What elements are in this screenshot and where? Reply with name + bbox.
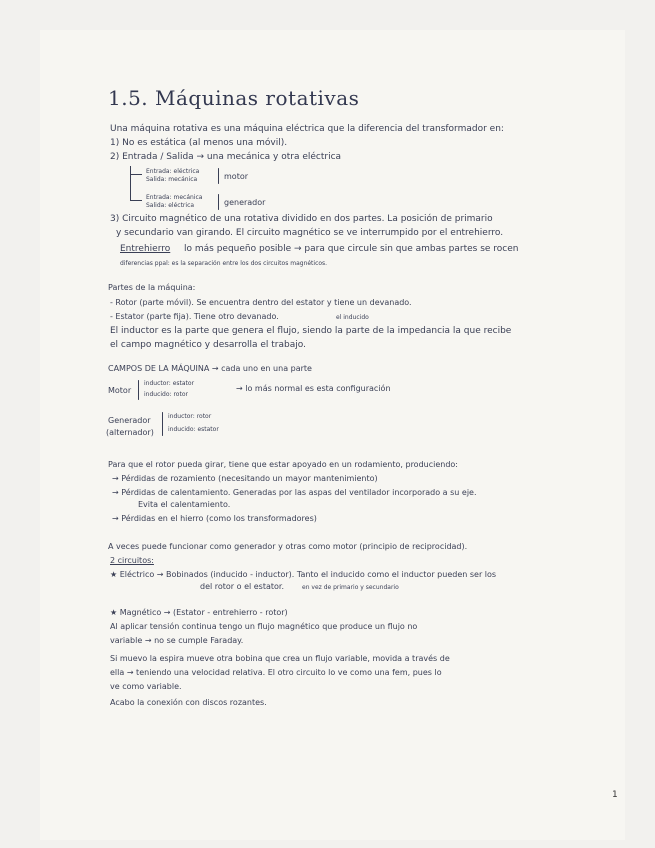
notebook-page bbox=[40, 30, 625, 840]
generador-config-label: Generador bbox=[108, 416, 151, 425]
page-number: 1 bbox=[612, 790, 618, 800]
gen-inductor: inductor: rotor bbox=[168, 413, 212, 420]
inducido-note: el inducido bbox=[336, 314, 369, 321]
gen-salida: Salida: eléctrica bbox=[146, 202, 195, 209]
perdida-rozamiento: → Pérdidas de rozamiento (necesitando un mayor mantenimiento) bbox=[112, 474, 378, 483]
point-3a: 3) Circuito magnético de una rotativa dividido en dos partes. La posición de primario bbox=[110, 214, 493, 224]
intro-text: Una máquina rotativa es una máquina eléctrica que la diferencia del transformador en: bbox=[110, 124, 504, 134]
mueve-c: ve como variable. bbox=[110, 682, 182, 691]
perdida-calentamiento: → Pérdidas de calentamiento. Generadas por las aspas del ventilador incorporado a su eje. bbox=[112, 488, 477, 497]
motor-config-brace bbox=[138, 380, 139, 400]
perdida-hierro: → Pérdidas en el hierro (como los transformadores) bbox=[112, 514, 317, 523]
reciprocidad-text: A veces puede funcionar como generador y otras como motor (principio de reciprocidad). bbox=[108, 542, 468, 551]
aplicar-b: variable → no se cumple Faraday. bbox=[110, 636, 244, 645]
mueve-b: ella → teniendo una velocidad relativa. El otro circuito lo ve como una fem, pues lo bbox=[110, 668, 442, 677]
campos-heading: CAMPOS DE LA MÁQUINA → cada uno en una parte bbox=[108, 364, 312, 373]
motor-config-label: Motor bbox=[108, 386, 132, 395]
mueve-a: Si muevo la espira mueve otra bobina que crea un flujo variable, movida a través de bbox=[110, 654, 450, 663]
entrehierro-term: Entrehierro bbox=[120, 244, 171, 254]
electrico-b: del rotor o el estator. bbox=[200, 582, 285, 591]
generador-config-brace bbox=[162, 412, 163, 436]
entrehierro-def: lo más pequeño posible → para que circule sin que ambas partes se rocen bbox=[184, 244, 519, 254]
motor-label: motor bbox=[224, 172, 249, 181]
motor-brace bbox=[218, 168, 219, 184]
gen-brace bbox=[218, 194, 219, 210]
perdida-calentamiento-b: Evita el calentamiento. bbox=[138, 500, 231, 509]
inductor-text-b: el campo magnético y desarrolla el trabajo. bbox=[110, 340, 306, 350]
estator-def: - Estator (parte fija). Tiene otro devanado. bbox=[110, 312, 279, 321]
girar-text: Para que el rotor pueda girar, tiene que estar apoyado en un rodamiento, produciendo: bbox=[108, 460, 458, 469]
acabo-text: Acabo la conexión con discos rozantes. bbox=[110, 698, 267, 707]
electrico-a: ★ Eléctrico → Bobinados (inducido - inductor). Tanto el inducido como el inductor pueden ser los bbox=[110, 570, 497, 579]
inductor-text-a: El inductor es la parte que genera el flujo, siendo la parte de la impedancia la que recibe bbox=[110, 326, 512, 336]
branch-arrow-1 bbox=[130, 174, 142, 175]
branch-arrow-2 bbox=[130, 200, 142, 201]
motor-config-note: → lo más normal es esta configuración bbox=[236, 384, 391, 393]
aplicar-a: Al aplicar tensión continua tengo un flujo magnético que produce un flujo no bbox=[110, 622, 418, 631]
magnetico-text: ★ Magnético → (Estator - entrehierro - rotor) bbox=[110, 608, 288, 617]
entrehierro-note: diferencias ppal: es la separación entre los dos circuitos magnéticos. bbox=[120, 260, 328, 267]
point-1: 1) No es estática (al menos una móvil). bbox=[110, 138, 288, 148]
page-title: 1.5. Máquinas rotativas bbox=[108, 86, 360, 110]
motor-inductor: inductor: estator bbox=[144, 380, 195, 387]
circuitos-heading: 2 circuitos: bbox=[110, 556, 154, 565]
point-3b: y secundario van girando. El circuito magnético se ve interrumpido por el entrehierro. bbox=[116, 228, 504, 238]
rotor-def: - Rotor (parte móvil). Se encuentra dentro del estator y tiene un devanado. bbox=[110, 298, 412, 307]
point-2: 2) Entrada / Salida → una mecánica y otra eléctrica bbox=[110, 152, 342, 162]
generador-label: generador bbox=[224, 198, 266, 207]
motor-inducido: inducido: rotor bbox=[144, 391, 188, 398]
branch-line bbox=[130, 166, 131, 200]
gen-entrada: Entrada: mecánica bbox=[146, 194, 203, 201]
motor-salida: Salida: mecánica bbox=[146, 176, 198, 183]
partes-heading: Partes de la máquina: bbox=[108, 283, 196, 292]
electrico-c: en vez de primario y secundario bbox=[302, 584, 399, 591]
gen-inducido: inducido: estator bbox=[168, 426, 219, 433]
motor-entrada: Entrada: eléctrica bbox=[146, 168, 200, 175]
alternador-label: (alternador) bbox=[106, 428, 154, 437]
